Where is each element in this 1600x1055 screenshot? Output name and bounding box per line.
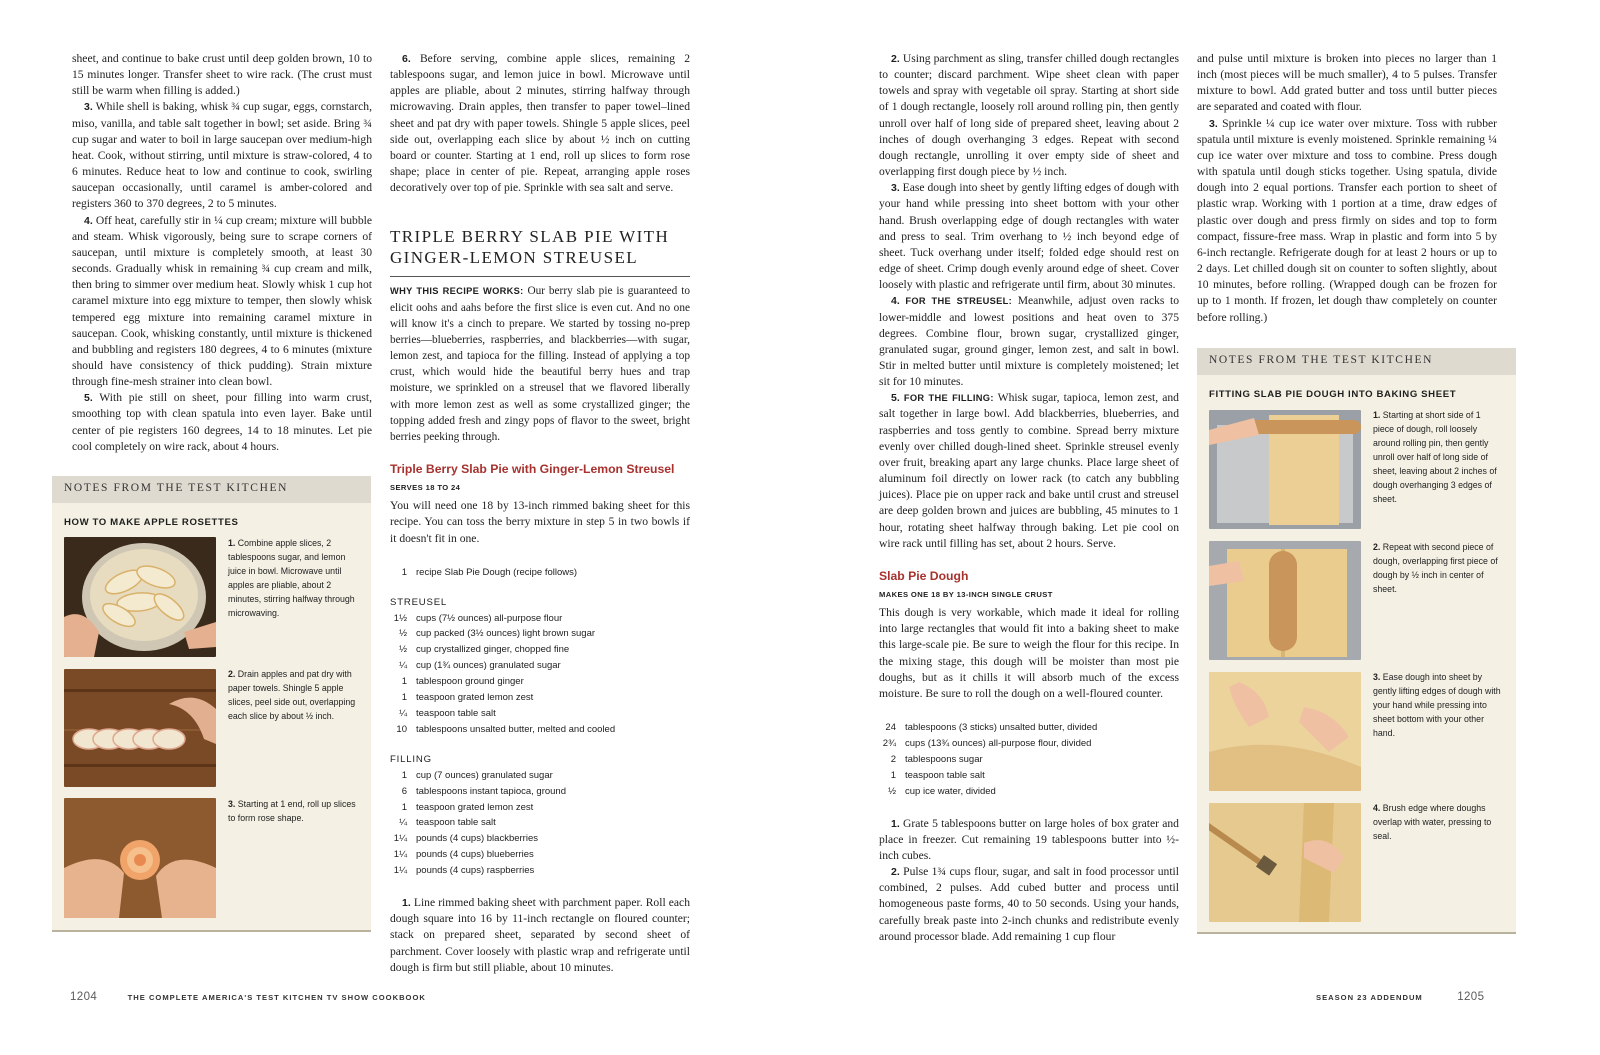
step-4: 4. Off heat, carefully stir in ¼ cup cream; mixture will bubble and steam. Whisk vigorously, being sure to scrape corners of saucepan, until mixture is completely smooth, at least 30 seconds. Gradually whisk in remaining ¾ cup cream and milk, then bring to simmer over medium heat. Slowly whisk 1 cup hot caramel mixture into egg mixture to temper, then slowly whisk tempered egg mixture into remaining caramel mixture in saucepan. Cook, whisking constantly, until mixture is thickened and bubbling and registers 180 degrees, 4 to 6 minutes (mixture should have consistency of thick pudding). Strain mixture through fine-mesh strainer into clean bowl. bbox=[72, 213, 372, 389]
ingredient-row bbox=[390, 863, 690, 879]
easing-dough-photo bbox=[1209, 672, 1361, 791]
ingredient-row bbox=[879, 768, 1179, 784]
rolling-dough-photo bbox=[1209, 410, 1361, 529]
dough-notes-step-2: 2. Repeat with second piece of dough, overlapping first piece of dough by ½ inch in center of sheet. bbox=[1373, 542, 1498, 594]
ingredient-row bbox=[390, 642, 690, 658]
step-4: 4. FOR THE STREUSEL: Meanwhile, adjust oven racks to lower-middle and lowest positions and heat oven to 375 degrees. Combine flour, brown sugar, crystallized ginger, granulated sugar, ground ginger, lemon zest, and salt in bowl. Stir in melted butter until mixture is completely moistened; let sit for 10 minutes. bbox=[879, 294, 1180, 389]
ingredient-quantity: 2 bbox=[890, 753, 896, 765]
ingredient-text: cup packed (3½ ounces) light brown sugar bbox=[416, 628, 596, 640]
dough-intro: This dough is very workable, which made it ideal for rolling into large rectangles that would fit into a baking sheet to make this large-scale pie. Be sure to weigh the flour for this recipe. In the mixing stage, this dough will be moister than most pie doughs, but as it chills it will absorb much of the excess moisture. Be sure to roll the dough on a well-floured counter. bbox=[879, 606, 1179, 700]
ingredient-text: tablespoons unsalted butter, melted and cooled bbox=[416, 723, 616, 735]
left-column-1 bbox=[72, 51, 372, 455]
ingredient-quantity: 1 bbox=[401, 769, 407, 781]
ingredient-quantity: 1 bbox=[401, 801, 407, 813]
step-5: 5. With pie still on sheet, pour filling into warm crust, smoothing top with clean spatula into even layer. Bake until center of pie registers 160 degrees, 14 to 18 minutes. Let pie cool completely on wire rack, about 4 hours. bbox=[72, 391, 372, 453]
recipe-title: TRIPLE BERRY SLAB PIE WITH GINGER-LEMON STREUSEL bbox=[390, 227, 670, 268]
ingredient-text: cup crystallized ginger, chopped fine bbox=[416, 644, 570, 656]
shingled-apple-slices-photo bbox=[64, 669, 216, 787]
ingredient-text: teaspoon grated lemon zest bbox=[416, 801, 534, 813]
step-1: 1. Line rimmed baking sheet with parchment paper. Roll each dough square into 16 by 11-inch rectangle on floured counter; stack on prepared sheet, separated by second sheet of parchment. Cover loosely with plastic wrap and refrigerate until dough is firm but still pliable, about 10 minutes. bbox=[390, 896, 690, 974]
ingredient-list-streusel bbox=[390, 611, 690, 738]
dough-notes-step-3: 3. Ease dough into sheet by gently lifting edges of dough with your hand while pressing into sheet bottom with your other hand. bbox=[1373, 672, 1501, 738]
why-this-recipe-works: WHY THIS RECIPE WORKS: Our berry slab pie is guaranteed to elicit oohs and aahs before the first slice is even cut. And no one will know it's a cinch to prepare. We started by tossing no-prep berries—blueberries, raspberries, and blackberries—with sugar, lemon zest, and tapioca for the filling. Instead of applying a top crust, which would hide the beautiful berry hues and trap moisture, we sprinkled on a streusel that we flavored liberally with more lemon zest as well as some crystallized ginger; the topping added fresh and zingy pops of flavor to the sweet, bright berries peeking through. bbox=[390, 285, 690, 443]
apple-step-1: 1. Combine apple slices, 2 tablespoons sugar, and lemon juice in bowl. Microwave until apples are pliable, about 2 minutes, stirring halfway through microwaving. bbox=[228, 538, 355, 618]
step-3: 3. While shell is baking, whisk ¾ cup sugar, eggs, cornstarch, miso, vanilla, and table salt together in bowl; set aside. Bring ¾ cup sugar and water to boil in large saucepan over medium-high heat. Cook, without stirring, until mixture is straw-colored, 4 to 6 minutes. Reduce heat to low and continue to cook, swirling saucepan occasionally, until caramel is amber-colored and registers 360 to 370 degrees, 2 to 5 minutes. bbox=[72, 100, 372, 211]
ingredient-row bbox=[390, 706, 690, 722]
step-2: 2. Using parchment as sling, transfer chilled dough rectangles to counter; discard parchment. Wipe sheet clean with paper towels and spray with vegetable oil spray. Starting at short side of 1 dough rectangle, loosely roll around rolling pin, then gently unroll over half of long side of prepared sheet, leaving about 2 inches of dough overhanging 3 edges. Repeat with second dough rectangle, unrolling it over empty side of sheet and overlapping first dough piece by ½ inch. bbox=[879, 52, 1179, 179]
ingredient-row bbox=[390, 722, 690, 738]
ingredient-text: tablespoons (3 sticks) unsalted butter, divided bbox=[905, 722, 1098, 734]
paragraph: sheet, and continue to bake crust until deep golden brown, 10 to 15 minutes longer. Transfer sheet to wire rack. (The crust must still be warm when filling is added.) bbox=[72, 52, 372, 98]
dough-notes-step-1: 1. Starting at short side of 1 piece of dough, roll loosely around rolling pin, then gently unroll over half of long side of sheet, leaving about 2 inches of dough overhanging 3 edges of sheet. bbox=[1373, 410, 1497, 504]
ingredient-list-dough bbox=[879, 720, 1179, 800]
ingredient-row bbox=[390, 658, 690, 674]
ingredient-text: teaspoon grated lemon zest bbox=[416, 692, 534, 704]
step-6: 6. Before serving, combine apple slices, remaining 2 tablespoons sugar, and lemon juice in bowl. Microwave until apples are pliable, about 2 minutes, stirring halfway through microwaving. Drain apples, then transfer to paper towel–lined sheet and pat dry with paper towels. Shingle 5 apple slices, peel side out, overlapping each slice by about ½ inch on cutting board or counter. Starting at 1 end, roll up slices to form rose shape; place in center of pie. Repeat, arranging apple roses decoratively over top of pie. Sprinkle with sea salt and serve. bbox=[390, 52, 690, 195]
apple-slices-photo bbox=[64, 537, 216, 657]
ingredient-quantity: 1 bbox=[890, 769, 896, 781]
ingredient-quantity: 1¼ bbox=[393, 865, 407, 877]
ingredient-quantity: 1¼ bbox=[393, 849, 407, 861]
ingredient-row bbox=[879, 720, 1179, 736]
ingredient-text: cup (1¾ ounces) granulated sugar bbox=[416, 660, 561, 672]
ingredient-quantity: 6 bbox=[401, 785, 407, 797]
divider bbox=[390, 276, 690, 277]
ingredient-text: tablespoons instant tapioca, ground bbox=[416, 785, 566, 797]
step-5: 5. FOR THE FILLING: Whisk sugar, tapioca, lemon zest, and salt together in large bowl. Add blackberries, blueberries, and raspberries and toss gently to combine. Spread berry mixture evenly over chilled dough-lined sheet. Sprinkle streusel evenly over fruit, breaking apart any large chunks. Place large sheet of aluminum foil directly on lower rack (to catch any bubbling juices). Place pie on upper rack and bake until crust and streusel are deep golden brown and juices are bubbling, 45 minutes to 1 hour, rotating sheet halfway through baking. Let pie cool on wire rack until filling has set, about 2 hours. Serve. bbox=[879, 391, 1179, 550]
ingredient-text: tablespoons sugar bbox=[905, 753, 983, 765]
ingredient-row bbox=[879, 752, 1179, 768]
ingredient-quantity: 24 bbox=[885, 722, 896, 734]
ingredient-text: pounds (4 cups) blackberries bbox=[416, 833, 538, 845]
ingredient-row bbox=[390, 674, 690, 690]
notes-subheader: HOW TO MAKE APPLE ROSETTES bbox=[64, 517, 239, 528]
ingredient-list-base: 1 recipe Slab Pie Dough (recipe follows) bbox=[401, 566, 578, 578]
apple-step-2: 2. Drain apples and pat dry with paper towels. Shingle 5 apple slices, peel side out, overlapping each slice by about ½ inch. bbox=[228, 669, 356, 721]
ingredient-quantity: ½ bbox=[399, 644, 407, 656]
ingredient-text: cups (7½ ounces) all-purpose flour bbox=[416, 612, 563, 624]
apple-step-3: 3. Starting at 1 end, roll up slices to form rose shape. bbox=[228, 799, 356, 823]
dough-recipe-title: Slab Pie Dough bbox=[879, 568, 969, 583]
ingredient-row bbox=[879, 736, 1179, 752]
ingredient-list-filling bbox=[390, 768, 690, 879]
ingredient-text: pounds (4 cups) blueberries bbox=[416, 849, 534, 861]
paragraph: and pulse until mixture is broken into pieces no larger than 1 inch (most pieces will be much smaller), 4 to 5 pulses. Transfer mixture to bowl. Add grated butter and toss until butter pieces are separated and coated with flour. bbox=[1197, 52, 1497, 114]
ingredient-quantity: 2¾ bbox=[882, 738, 896, 749]
recipe-intro: You will need one 18 by 13-inch rimmed baking sheet for this recipe. You can toss the berry mixture in step 5 in two bowls if it doesn't fit in one. bbox=[390, 499, 690, 545]
page-number: 1204 bbox=[70, 991, 98, 1003]
ingredient-text: teaspoon table salt bbox=[416, 817, 496, 829]
right-column-1 bbox=[879, 51, 1179, 945]
ingredient-row bbox=[390, 768, 690, 784]
ingredient-quantity: 1½ bbox=[393, 612, 407, 624]
dough-yield-label: MAKES ONE 18 BY 13-INCH SINGLE CRUST bbox=[879, 590, 1053, 599]
ingredient-quantity: ¼ bbox=[399, 708, 407, 719]
ingredient-quantity: ¼ bbox=[399, 660, 407, 672]
filling-heading: FILLING bbox=[390, 753, 432, 765]
brushing-dough-photo bbox=[1209, 803, 1361, 922]
right-column-2 bbox=[1197, 51, 1497, 326]
streusel-heading: STREUSEL bbox=[390, 596, 448, 608]
ingredient-row bbox=[390, 847, 690, 863]
ingredient-quantity: 1 bbox=[401, 692, 407, 704]
ingredient-text: cup ice water, divided bbox=[905, 785, 996, 797]
subrecipe-title: Triple Berry Slab Pie with Ginger-Lemon Streusel bbox=[390, 461, 675, 476]
dough-step-1: 1. Grate 5 tablespoons butter on large holes of box grater and place in freezer. Cut remaining 19 tablespoons butter into ½-inch cubes. bbox=[879, 816, 1179, 862]
ingredient-row bbox=[390, 831, 690, 847]
ingredient-text: cups (13¾ ounces) all-purpose flour, divided bbox=[905, 738, 1092, 749]
page-number: 1205 bbox=[1457, 991, 1485, 1003]
ingredient-row bbox=[390, 815, 690, 831]
dough-notes-step-4: 4. Brush edge where doughs overlap with water, pressing to seal. bbox=[1373, 803, 1492, 841]
apple-rose-photo bbox=[64, 798, 216, 918]
ingredient-text: cup (7 ounces) granulated sugar bbox=[416, 769, 553, 781]
ingredient-row bbox=[390, 690, 690, 706]
book-title: THE COMPLETE AMERICA'S TEST KITCHEN TV SHOW COOKBOOK bbox=[127, 993, 426, 1002]
ingredient-quantity: 1¼ bbox=[393, 833, 407, 845]
right-footer bbox=[1316, 987, 1484, 1005]
step-3: 3. Ease dough into sheet by gently lifting edges of dough with your hand while pressing into sheet bottom with your other hand. Brush overlapping edge of dough rectangles with water and press to seal. Trim overhang to ½ inch beyond edge of sheet. Tuck overhang under itself; folded edge should rest on edge of sheet. Crimp dough evenly around edge of sheet. Cover loosely with plastic and refrigerate until firm, about 30 minutes. bbox=[879, 181, 1179, 292]
ingredient-quantity: 1 bbox=[401, 676, 407, 688]
section-title: SEASON 23 ADDENDUM bbox=[1316, 993, 1423, 1002]
ingredient-text: teaspoon table salt bbox=[905, 769, 985, 781]
ingredient-text: pounds (4 cups) raspberries bbox=[416, 865, 535, 877]
serves-label: SERVES 18 TO 24 bbox=[390, 483, 461, 493]
ingredient-row bbox=[390, 784, 690, 800]
ingredient-text: tablespoon ground ginger bbox=[416, 676, 524, 688]
ingredient-quantity: ½ bbox=[399, 628, 407, 640]
ingredient-quantity: ¼ bbox=[399, 817, 407, 829]
left-footer bbox=[70, 987, 426, 1005]
notes-subheader: FITTING SLAB PIE DOUGH INTO BAKING SHEET bbox=[1209, 389, 1457, 400]
ingredient-row bbox=[390, 611, 690, 627]
ingredient-text: teaspoon table salt bbox=[416, 708, 496, 719]
ingredient-quantity: 10 bbox=[396, 723, 407, 735]
ingredient-quantity: ½ bbox=[888, 785, 896, 797]
notes-header: NOTES FROM THE TEST KITCHEN bbox=[52, 476, 371, 503]
ingredient-row bbox=[390, 800, 690, 816]
dough-step-2: 2. Pulse 1¾ cups flour, sugar, and salt in food processor until combined, 2 pulses. Add cubed butter and process until homogeneous paste forms, 40 to 50 seconds. Using your hands, carefully break paste into 2-inch chunks and redistribute evenly around processor blade. Add remaining 1 cup flour bbox=[879, 865, 1179, 943]
ingredient-row bbox=[879, 784, 1179, 800]
notes-header: NOTES FROM THE TEST KITCHEN bbox=[1197, 348, 1516, 375]
ingredient-row bbox=[390, 626, 690, 642]
left-column-2 bbox=[390, 51, 690, 976]
dough-step-3: 3. Sprinkle ¼ cup ice water over mixture. Toss with rubber spatula until mixture is evenly moistened. Sprinkle remaining ¼ cup ice water over mixture and toss to combine. Press dough with spatula until dough sticks together. Using spatula, divide dough into 2 equal portions. Transfer each portion to sheet of plastic wrap. Working with 1 portion at a time, draw edges of plastic over dough and press firmly on sides and top to form compact, fissure-free mass. Wrap in plastic and form into 5 by 6-inch rectangle. Refrigerate dough for at least 2 hours or up to 2 days. Let chilled dough sit on counter to soften slightly, about 10 minutes, before rolling. (Wrapped dough can be frozen for up to 1 month. If frozen, let dough thaw completely on counter before rolling.) bbox=[1197, 116, 1497, 324]
overlapping-dough-photo bbox=[1209, 541, 1361, 660]
